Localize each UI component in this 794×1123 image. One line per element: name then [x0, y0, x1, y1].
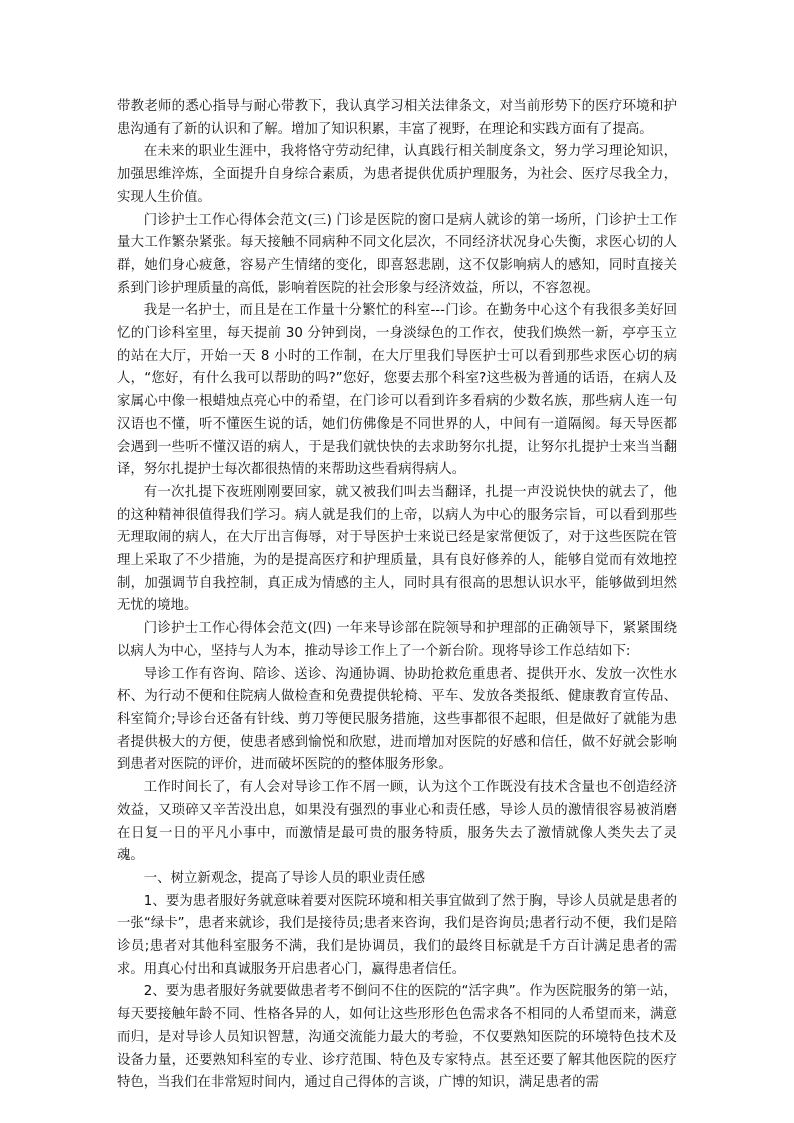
paragraph-7: 导诊工作有咨询、陪诊、送诊、沟通协调、协助抢救危重患者、提供开水、发放一次性水杯、为行动不便和住院病人做检查和免费提供轮椅、平车、发放各类报纸、健康教育宣传品、科室简介;导诊台还备有针线、剪刀等便民服务措施，这些事都很不起眼，但是做好了就能为患者提供极大的方便，使患者感到愉悦和欣慰，进而增加对医院的好感和信任，做不好就会影响到患者对医院的评价，进而破坏医院的的整体服务形象。	[117, 666, 677, 773]
paragraph-5: 有一次扎提下夜班刚刚要回家，就又被我们叫去当翻译，扎提一声没说快快的就去了，他的这种精神很值得我们学习。病人就是我们的上帝，以病人为中心的服务宗旨，可以看到那些无理取闹的病人，在大厅出言侮辱，对于导医护士来说已经是家常便饭了，对于这些医院在管理上采取了不少措施，为的是提高医疗和护理质量，具有良好修养的人，能够自觉而有效地控制，加强调节自我控制，真正成为情感的主人，同时具有很高的思想认识水平，能够做到坦然无忧的境地。	[117, 484, 677, 614]
section-heading: 一、树立新观念，提高了导诊人员的职业责任感	[143, 870, 425, 886]
paragraph-3: 门诊护士工作心得体会范文(三) 门诊是医院的窗口是病人就诊的第一场所，门诊护士工作量大工作繁杂紧张。每天接触不同病种不同文化层次，不同经济状况身心失衡，求医心切的人群，她们身心疲惫，容易产生情绪的变化，即喜怒悲剧，这不仅影响病人的感知，同时直接关系到门诊护理质量的高低，影响着医院的社会形象与经济效益，所以，不容忽视。	[117, 212, 677, 296]
paragraph-9: 1、要为患者服好务就意味着要对医院环境和相关事宜做到了然于胸，导诊人员就是患者的一张“绿卡”，患者来就诊，我们是接待员;患者来咨询，我们是咨询员;患者行动不便，我们是陪诊员;患者对其他科室服务不满，我们是协调员，我们的最终目标就是千方百计满足患者的需求。用真心付出和真诚服务开启患者心门，赢得患者信任。	[117, 893, 677, 977]
document-page	[117, 96, 677, 1095]
paragraph-8: 工作时间长了，有人会对导诊工作不屑一顾，认为这个工作既没有技术含量也不创造经济效益，又琐碎又辛苦没出息，如果没有强烈的事业心和责任感，导诊人员的激情很容易被消磨在日复一日的平凡小事中，而激情是最可贵的服务特质，服务失去了激情就像人类失去了灵魂。	[117, 780, 677, 864]
paragraph-10: 2、要为患者服好务就要做患者考不倒问不住的医院的“活字典”。作为医院服务的第一站，每天要接触年龄不同、性格各异的人，如何让这些形形色色需求各不相同的人希望而来，满意而归，是对导诊人员知识智慧，沟通交流能力最大的考验，不仅要熟知医院的环境特色技术及设备力量，还要熟知科室的专业、诊疗范围、特色及专家特点。甚至还要了解其他医院的医疗特色，当我们在非常短时间内，通过自己得体的言谈，广博的知识，满足患者的需	[117, 984, 677, 1091]
paragraph-4: 我是一名护士，而且是在工作量十分繁忙的科室---门诊。在勤务中心这个有我很多美好回忆的门诊科室里，每天提前 30 分钟到岗，一身淡绿色的工作衣，使我们焕然一新，亭亭玉立的站在大厅，开始一天 8 小时的工作制，在大厅里我们导医护士可以看到那些求医心切的病人，“您好，有什么我可以帮助的吗?”您好，您要去那个科室?这些极为普通的话语，在病人及家属心中像一根蜡烛点亮心中的希望，在门诊可以看到许多看病的少数名族，那些病人连一句汉语也不懂，听不懂医生说的话，她们仿佛像是不同世界的人，中间有一道隔阂。每天导医都会遇到一些听不懂汉语的病人，于是我们就快快的去求助努尔扎提，让努尔扎提护士来当当翻译，努尔扎提护士每次都很热情的来帮助这些看病得病人。	[117, 303, 677, 478]
paragraph-1: 带教老师的悉心指导与耐心带教下，我认真学习相关法律条文，对当前形势下的医疗环境和护患沟通有了新的认识和了解。增加了知识积累，丰富了视野，在理论和实践方面有了提高。	[117, 99, 677, 137]
paragraph-2: 在未来的职业生涯中，我将恪守劳动纪律，认真践行相关制度条文，努力学习理论知识，加强思维淬炼，全面提升自身综合素质，为患者提供优质护理服务，为社会、医疗尽我全力，实现人生价值。	[117, 144, 677, 205]
paragraph-6: 门诊护士工作心得体会范文(四) 一年来导诊部在院领导和护理部的正确领导下，紧紧围绕以病人为中心，坚持与人为本，推动导诊工作上了一个新台阶。现将导诊工作总结如下:	[117, 621, 677, 659]
